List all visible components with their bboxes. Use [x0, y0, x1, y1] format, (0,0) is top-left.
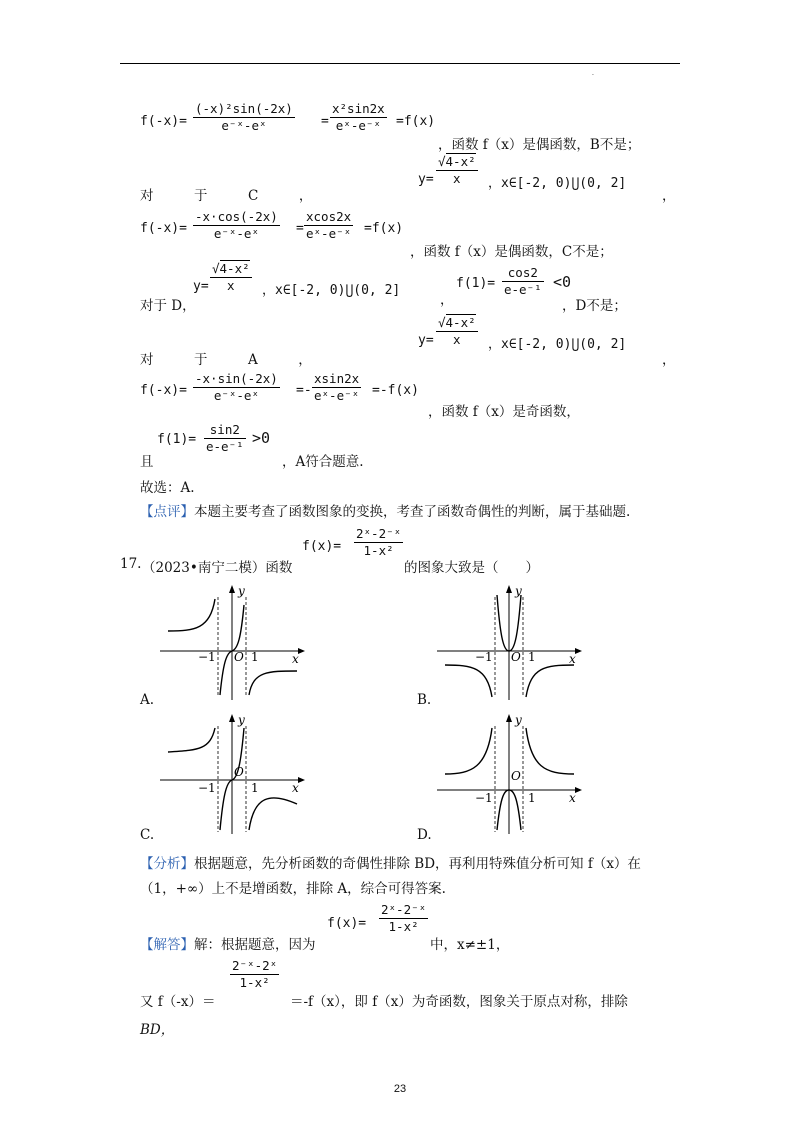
q17-number: 17.: [120, 556, 142, 572]
graph-b: [437, 585, 582, 700]
comment-text: 本题主要考查了函数图象的变换，考查了函数奇偶性的判断，属于基础题.: [194, 504, 631, 520]
a-f1-num: sin2: [204, 422, 246, 439]
b-fraction-2: [330, 101, 387, 134]
solution-lead: 解：根据题意，因为: [194, 937, 316, 953]
a-fraction-1: [193, 371, 280, 404]
curve-right: [526, 665, 574, 697]
a-frac2-num: xsin2x: [314, 371, 360, 386]
d-ydef: y=: [193, 279, 209, 294]
y-arrow-icon: [229, 585, 235, 593]
c-rhs: =f(x): [364, 221, 404, 236]
y-label: y: [515, 585, 522, 598]
d-lt: <0: [553, 273, 572, 291]
solution-tag: 【解答】: [140, 937, 194, 953]
d-domain: ，x∈[-2, 0)⋃(0, 2]: [262, 283, 401, 298]
a-frac2-den: eˣ-e⁻ˣ: [314, 388, 360, 403]
q17-fraction: [354, 526, 403, 559]
c-sqrt-frac: [436, 154, 478, 187]
b-lhs: f(-x)=: [140, 114, 187, 129]
origin-label: O: [511, 769, 521, 783]
b-text: ，函数 f（x）是偶函数，B不是；: [438, 137, 641, 153]
a-conclusion: ，A符合题意.: [282, 454, 364, 470]
a-domain: ，x∈[-2, 0)⋃(0, 2]: [488, 337, 627, 352]
b-frac2-den: eˣ-e⁻ˣ: [335, 118, 381, 133]
c-fraction-2: [304, 209, 353, 242]
d-den: x: [227, 278, 235, 293]
q17-source: （2023•南宁二模）函数: [142, 560, 293, 576]
solution-again: 又 f（-x）＝: [140, 994, 216, 1010]
solution-fraction: [379, 902, 428, 935]
option-c[interactable]: C.: [140, 827, 155, 843]
solution-last: BD，: [140, 1022, 175, 1038]
curve-left: [445, 728, 492, 774]
c-frac1-num: -x·cos(-2x): [195, 209, 278, 224]
b-rhs: =f(x): [396, 114, 436, 129]
header-dot: .: [592, 70, 594, 77]
graph-a: [160, 585, 305, 700]
c-lhs: f(-x)=: [140, 221, 187, 236]
c-text: ，函数 f（x）是偶函数，C不是；: [410, 244, 613, 260]
x-label: x: [569, 652, 576, 666]
y-label: y: [238, 713, 245, 727]
comment-line: [140, 500, 630, 520]
b-frac1-den: e⁻ˣ-eˣ: [221, 118, 267, 133]
y-arrow-icon: [229, 714, 235, 722]
c-eq1: =: [296, 221, 304, 236]
one-label: 1: [251, 650, 259, 664]
c-ydef: y=: [418, 172, 434, 187]
c-sqrt: √4-x²: [438, 154, 476, 169]
curve-left: [445, 665, 492, 697]
minus-one-label: −1: [198, 781, 216, 795]
graph-c: [160, 712, 305, 834]
origin-label: O: [234, 765, 244, 779]
x-arrow-icon: [575, 648, 582, 654]
b-fraction-1: [193, 101, 295, 134]
comment-tag: 【点评】: [140, 504, 194, 520]
curve-right: [526, 728, 574, 774]
solution-rest: ＝-f（x），即 f（x）为奇函数，图象关于原点对称，排除: [290, 994, 628, 1010]
solution-den: 1-x²: [388, 919, 419, 934]
x-arrow-icon: [298, 777, 305, 783]
d-sqrt-arg: 4-x²: [219, 261, 250, 276]
a-f1-den: e-e⁻¹: [206, 439, 244, 454]
x-label: x: [569, 791, 576, 805]
a-and: 且: [140, 454, 154, 470]
origin-label: O: [511, 650, 521, 664]
analysis-line-1: [140, 852, 641, 872]
option-a[interactable]: A.: [140, 692, 155, 708]
b-frac1-num: (-x)²sin(-2x): [195, 101, 293, 116]
d-sqrt-frac: [210, 261, 252, 294]
a-lhs: f(-x)=: [140, 383, 187, 398]
d-f1-num: cos2: [502, 265, 544, 282]
c-tail: ，: [662, 188, 676, 204]
option-b[interactable]: B.: [417, 692, 432, 708]
a-eq1: =-: [296, 383, 312, 398]
d-text: ，D不是；: [562, 298, 627, 314]
curve-left: [168, 599, 215, 631]
q17-tail: 的图象大致是（ ）: [404, 560, 539, 576]
solution-num-2: 2⁻ˣ-2ˣ: [232, 958, 278, 973]
minus-one-label: −1: [475, 650, 493, 664]
c-den: x: [453, 171, 461, 186]
answer-line: 故选：A.: [140, 480, 195, 496]
y-arrow-icon: [506, 714, 512, 722]
a-text: ，函数 f（x）是奇函数，: [428, 404, 580, 420]
curve-right: [249, 798, 297, 830]
d-f1: f(1)=: [456, 276, 496, 291]
a-gt: >0: [252, 429, 271, 447]
a-sqrt: √4-x²: [438, 315, 476, 330]
d-sqrt: √4-x²: [212, 261, 250, 276]
graph-d: [437, 712, 582, 834]
c-sqrt-arg: 4-x²: [445, 154, 476, 169]
c-domain: ，x∈[-2, 0)⋃(0, 2]: [488, 176, 627, 191]
c-frac2-den: eˣ-e⁻ˣ: [306, 226, 352, 241]
b-eq1: =: [321, 114, 329, 129]
x-arrow-icon: [575, 787, 582, 793]
solution-tail: 中，x≠±1，: [430, 937, 510, 953]
y-arrow-icon: [506, 585, 512, 593]
q17-fx: f(x)=: [302, 539, 342, 554]
a-frac1-den: e⁻ˣ-eˣ: [213, 388, 259, 403]
d-f1-fraction: [502, 265, 544, 298]
curve-left: [168, 728, 215, 752]
c-lead: 对 于 C ，: [140, 188, 313, 204]
header-rule: [120, 63, 680, 64]
one-label: 1: [251, 781, 259, 795]
c-frac1-den: e⁻ˣ-eˣ: [213, 226, 259, 241]
solution-line-1: [140, 933, 316, 953]
analysis-text-1: 根据题意，先分析函数的奇偶性排除 BD，再利用特殊值分析可知 f（x）在: [194, 856, 641, 872]
a-ydef: y=: [418, 333, 434, 348]
curve-right: [249, 671, 297, 695]
d-lead: 对于 D，: [140, 298, 196, 314]
a-sqrt-arg: 4-x²: [445, 315, 476, 330]
a-f1-fraction: [204, 422, 246, 455]
y-label: y: [238, 585, 245, 598]
one-label: 1: [528, 650, 536, 664]
solution-fraction-2: [230, 958, 279, 991]
solution-fx: f(x)=: [327, 916, 367, 931]
x-arrow-icon: [298, 648, 305, 654]
one-label: 1: [528, 791, 536, 805]
solution-num: 2ˣ-2⁻ˣ: [381, 902, 427, 917]
c-fraction-1: [193, 209, 280, 242]
solution-den-2: 1-x²: [239, 975, 270, 990]
x-label: x: [292, 781, 299, 795]
d-f1-den: e-e⁻¹: [504, 282, 542, 297]
a-den: x: [453, 332, 461, 347]
b-frac2-num: x²sin2x: [332, 101, 385, 116]
a-f1: f(1)=: [157, 432, 197, 447]
option-d[interactable]: D.: [417, 827, 432, 843]
minus-one-label: −1: [475, 791, 493, 805]
origin-label: O: [234, 650, 244, 664]
q17-den: 1-x²: [363, 543, 394, 558]
a-tail: ，: [662, 352, 676, 368]
y-label: y: [515, 713, 522, 727]
a-frac1-num: -x·sin(-2x): [195, 371, 278, 386]
a-rhs: =-f(x): [372, 383, 419, 398]
analysis-tag: 【分析】: [140, 856, 194, 872]
c-frac2-num: xcos2x: [306, 209, 352, 224]
q17-num: 2ˣ-2⁻ˣ: [356, 526, 402, 541]
d-sep: ，: [440, 292, 454, 308]
page-number: 23: [393, 1083, 407, 1095]
x-label: x: [292, 652, 299, 666]
analysis-line-2: （1，+∞）上不是增函数，排除 A，综合可得答案.: [140, 881, 446, 897]
a-lead: 对 于 A ，: [140, 352, 312, 368]
a-fraction-2: [312, 371, 361, 404]
a-sqrt-frac: [436, 315, 478, 348]
minus-one-label: −1: [198, 650, 216, 664]
